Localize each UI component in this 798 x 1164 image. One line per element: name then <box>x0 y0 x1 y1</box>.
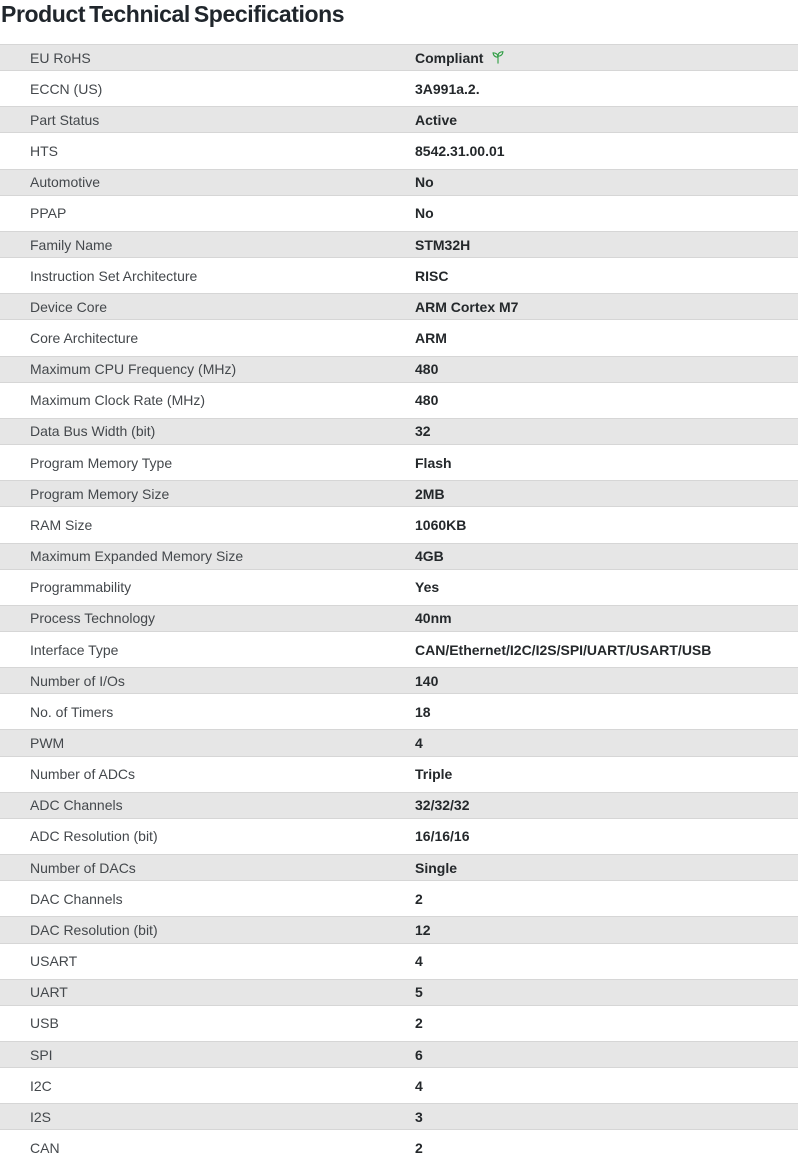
spec-value: Triple <box>415 766 453 783</box>
spec-row <box>0 1008 798 1039</box>
spec-row <box>0 42 798 73</box>
spec-row <box>0 977 798 1008</box>
spec-row <box>0 478 798 509</box>
spec-value: 4 <box>415 735 423 752</box>
spec-row <box>0 167 798 198</box>
spec-value: 480 <box>415 361 439 378</box>
spec-label: Interface Type <box>30 641 119 658</box>
spec-value: 18 <box>415 703 431 720</box>
spec-label: SPI <box>30 1046 53 1063</box>
spec-label: ADC Resolution (bit) <box>30 828 158 845</box>
spec-row <box>0 790 798 821</box>
spec-row <box>0 198 798 229</box>
spec-value: Compliant <box>415 49 484 66</box>
spec-row <box>0 696 798 727</box>
spec-value: 5 <box>415 984 423 1001</box>
spec-label: Maximum Clock Rate (MHz) <box>30 392 206 409</box>
spec-value: ARM Cortex M7 <box>415 298 519 315</box>
spec-label: Data Bus Width (bit) <box>30 423 156 440</box>
spec-label: PPAP <box>30 205 67 222</box>
spec-label: USB <box>30 1015 59 1032</box>
spec-label: Family Name <box>30 236 113 253</box>
spec-row <box>0 260 798 291</box>
spec-label: ADC Channels <box>30 797 123 814</box>
spec-label: ECCN (US) <box>30 80 103 97</box>
spec-value: No <box>415 174 434 191</box>
spec-value: 4GB <box>415 548 444 565</box>
spec-row <box>0 229 798 260</box>
spec-value: 4 <box>415 953 423 970</box>
spec-label: Program Memory Type <box>30 454 173 471</box>
spec-value: Flash <box>415 454 452 471</box>
spec-label: I2S <box>30 1108 52 1125</box>
spec-label: PWM <box>30 735 65 752</box>
spec-row <box>0 665 798 696</box>
spec-value: 3A991a.2. <box>415 80 480 97</box>
spec-value: RISC <box>415 267 449 284</box>
spec-label: Program Memory Size <box>30 485 170 502</box>
spec-row <box>0 1070 798 1101</box>
spec-label: Number of ADCs <box>30 766 136 783</box>
spec-label: Automotive <box>30 174 101 191</box>
spec-value: 8542.31.00.01 <box>415 143 505 160</box>
spec-value: Yes <box>415 579 440 596</box>
spec-value: 2 <box>415 1015 423 1032</box>
spec-value: 2MB <box>415 485 445 502</box>
spec-row <box>0 759 798 790</box>
spec-row <box>0 104 798 135</box>
leaf-icon[interactable] <box>490 50 506 65</box>
spec-value: 2 <box>415 1140 423 1157</box>
spec-value: Single <box>415 859 458 876</box>
spec-value: 32 <box>415 423 431 440</box>
spec-row <box>0 447 798 478</box>
spec-row <box>0 291 798 322</box>
spec-row <box>0 821 798 852</box>
spec-value: 480 <box>415 392 439 409</box>
spec-value: No <box>415 205 434 222</box>
spec-row <box>0 603 798 634</box>
spec-label: CAN <box>30 1140 60 1157</box>
spec-label: Core Architecture <box>30 329 139 346</box>
spec-label: DAC Resolution (bit) <box>30 921 158 938</box>
spec-row <box>0 1132 798 1163</box>
spec-label: Maximum Expanded Memory Size <box>30 548 244 565</box>
spec-row <box>0 541 798 572</box>
spec-value: STM32H <box>415 236 471 253</box>
spec-row <box>0 385 798 416</box>
spec-value: Active <box>415 111 458 128</box>
spec-label: Part Status <box>30 111 100 128</box>
spec-value: CAN/Ethernet/I2C/I2S/SPI/UART/USART/USB <box>415 641 712 658</box>
spec-row <box>0 852 798 883</box>
spec-row <box>0 73 798 104</box>
spec-row <box>0 946 798 977</box>
spec-value: 16/16/16 <box>415 828 470 845</box>
spec-row <box>0 634 798 665</box>
spec-value: 3 <box>415 1108 423 1125</box>
spec-value: 2 <box>415 890 423 907</box>
spec-row <box>0 1039 798 1070</box>
spec-value: 6 <box>415 1046 423 1063</box>
spec-label: Process Technology <box>30 610 156 627</box>
spec-value: 32/32/32 <box>415 797 470 814</box>
spec-row <box>0 914 798 945</box>
spec-row <box>0 509 798 540</box>
spec-label: UART <box>30 984 68 1001</box>
spec-label: Instruction Set Architecture <box>30 267 198 284</box>
spec-row <box>0 135 798 166</box>
spec-label: RAM Size <box>30 516 93 533</box>
spec-row <box>0 727 798 758</box>
spec-label: Device Core <box>30 298 108 315</box>
spec-row <box>0 322 798 353</box>
spec-value: 12 <box>415 921 431 938</box>
spec-value: 4 <box>415 1077 423 1094</box>
spec-row <box>0 1101 798 1132</box>
spec-label: USART <box>30 953 78 970</box>
spec-row <box>0 354 798 385</box>
page-title: Product Technical Specifications <box>1 1 345 27</box>
spec-value: 1060KB <box>415 516 467 533</box>
spec-label: Number of I/Os <box>30 672 125 689</box>
spec-row <box>0 572 798 603</box>
spec-label: Maximum CPU Frequency (MHz) <box>30 361 237 378</box>
spec-row <box>0 416 798 447</box>
spec-value: 140 <box>415 672 439 689</box>
spec-row <box>0 883 798 914</box>
spec-value: ARM <box>415 329 447 346</box>
spec-label: I2C <box>30 1077 52 1094</box>
spec-label: No. of Timers <box>30 703 114 720</box>
spec-value: 40nm <box>415 610 452 627</box>
spec-label: Number of DACs <box>30 859 136 876</box>
spec-label: DAC Channels <box>30 890 123 907</box>
spec-label: EU RoHS <box>30 49 91 66</box>
spec-label: Programmability <box>30 579 132 596</box>
spec-label: HTS <box>30 143 58 160</box>
spec-table <box>0 42 798 1164</box>
